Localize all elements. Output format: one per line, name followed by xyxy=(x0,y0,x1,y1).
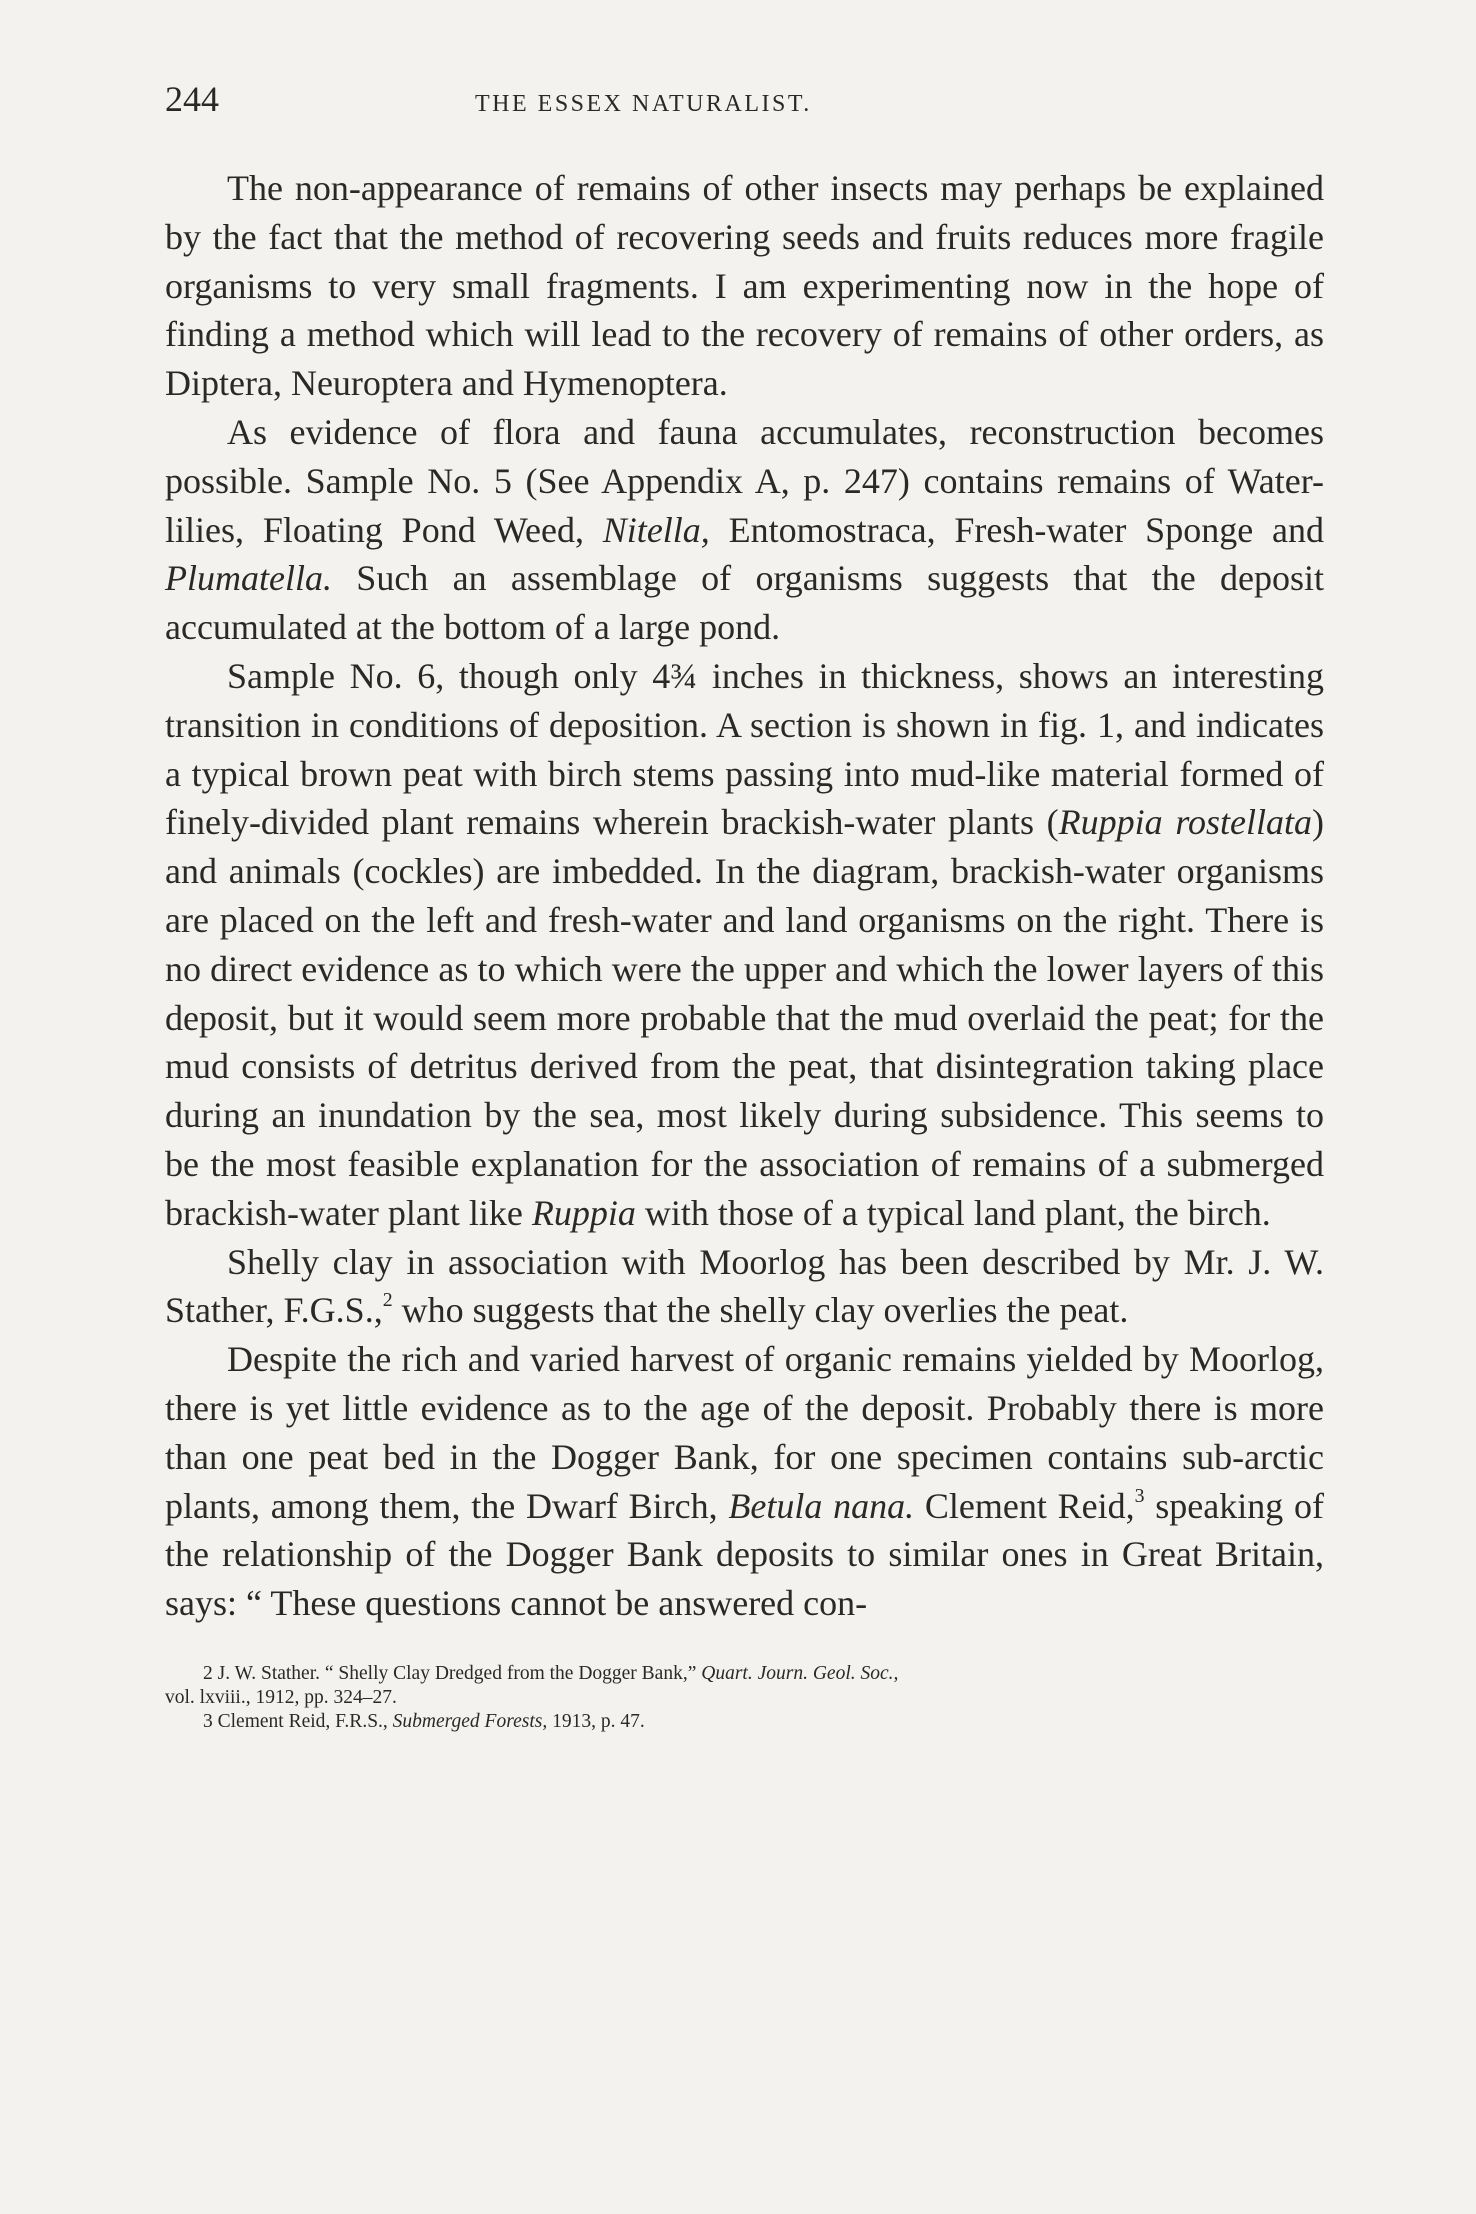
footnote-ref: 2 xyxy=(382,1289,393,1312)
taxon-name: Ruppia rostellata xyxy=(1058,802,1312,843)
paragraph-text: As evidence of flora and fauna accumulates, reconstruction becomes possible. Sample No. 5 (See Appendix A, p. 247) contains remains of Water-lilies, Floating Pond Weed, xyxy=(165,411,1324,550)
footnote-marker: 3 xyxy=(203,1710,213,1732)
taxon-name: Betula nana. xyxy=(728,1485,915,1526)
taxon-name: Nitella, xyxy=(602,509,710,550)
footnote-ref: 3 xyxy=(1134,1484,1145,1507)
footnote-text: 1913, p. 47. xyxy=(547,1710,645,1732)
paragraph-text: Entomostraca, Fresh-water Sponge and xyxy=(709,509,1324,550)
paragraph-4 xyxy=(165,1238,1324,1336)
footnote-text: Clement Reid, F.R.S., xyxy=(212,1710,393,1732)
taxon-name: Plumatella. xyxy=(165,558,332,599)
running-title: THE ESSEX NATURALIST. xyxy=(475,91,812,117)
book-title: Submerged Forests, xyxy=(392,1710,548,1732)
paragraph-1 xyxy=(165,164,1324,408)
body-text xyxy=(165,164,1324,1628)
running-head xyxy=(165,78,1324,126)
paragraph-text: Clement Reid, xyxy=(914,1485,1135,1526)
paragraph-text: The non-appearance of remains of other insects may perhaps be explained by the fact that the method of recovering seeds and fruits reduces more fragile organisms to very small fragments. I am experimenting now in the hope of finding a method which will lead to the recovery of remains of other orders, as Diptera, Neuroptera and Hymenoptera. xyxy=(165,168,1324,404)
paragraph-2 xyxy=(165,408,1324,652)
footnote-marker: 2 xyxy=(203,1662,213,1684)
paragraph-text: Despite the rich and varied harvest of organic remains yielded by Moorlog, there is yet little evidence as to the age of the deposit. Probably there is more than one peat bed in the Dogger Bank, for one specimen contains sub-arctic plants, among them, the Dwarf Birch, xyxy=(165,1339,1324,1526)
paragraph-text: Shelly clay in association with Moorlog has been described by Mr. J. W. Stather, F.G.S., xyxy=(165,1241,1324,1331)
page-number: 244 xyxy=(165,79,219,119)
paragraph-3 xyxy=(165,652,1324,1238)
footnote-2-continuation: vol. lxviii., 1912, pp. 324–27. xyxy=(165,1686,397,1708)
taxon-name: Ruppia xyxy=(531,1192,636,1233)
footnote-3 xyxy=(165,1710,1324,1734)
paragraph-text: ) and animals (cockles) are imbedded. In the diagram, brackish-water organisms are placed on the left and fresh-water and land organisms on the right. There is no direct evidence as to which were the upper and which the lower layers of this deposit, but it would seem more probable that the mud overlaid the peat; for the mud consists of detritus derived from the peat, that disintegration taking place during an inundation by the sea, most likely during subsidence. This seems to be the most feasible explanation for the association of remains of a submerged brackish-water plant like xyxy=(165,802,1324,1233)
paragraph-text: Sample No. 6, though only 4¾ inches in thickness, shows an interesting transition in conditions of deposition. A section is shown in fig. 1, and indicates a typical brown peat with birch stems passing into mud-like material formed of finely-divided plant remains wherein brackish-water plants ( xyxy=(165,655,1324,843)
footnote-text: J. W. Stather. “ Shelly Clay Dredged from the Dogger Bank,” xyxy=(212,1662,702,1684)
paragraph-text: who suggests that the shelly clay overlies the peat. xyxy=(392,1290,1129,1331)
paragraph-text: speaking of the relationship of the Dogger Bank deposits to similar ones in Great Britain, says: “ These questions cannot be answered con- xyxy=(165,1485,1324,1624)
paragraph-text: with those of a typical land plant, the birch. xyxy=(635,1192,1271,1233)
journal-title: Quart. Journ. Geol. Soc., xyxy=(701,1662,899,1684)
footnotes xyxy=(165,1662,1324,1734)
paragraph-text: Such an assemblage of organisms suggests that the deposit accumulated at the bottom of a large pond. xyxy=(165,558,1324,648)
footnote-2 xyxy=(165,1662,1324,1686)
paragraph-5 xyxy=(165,1335,1324,1628)
